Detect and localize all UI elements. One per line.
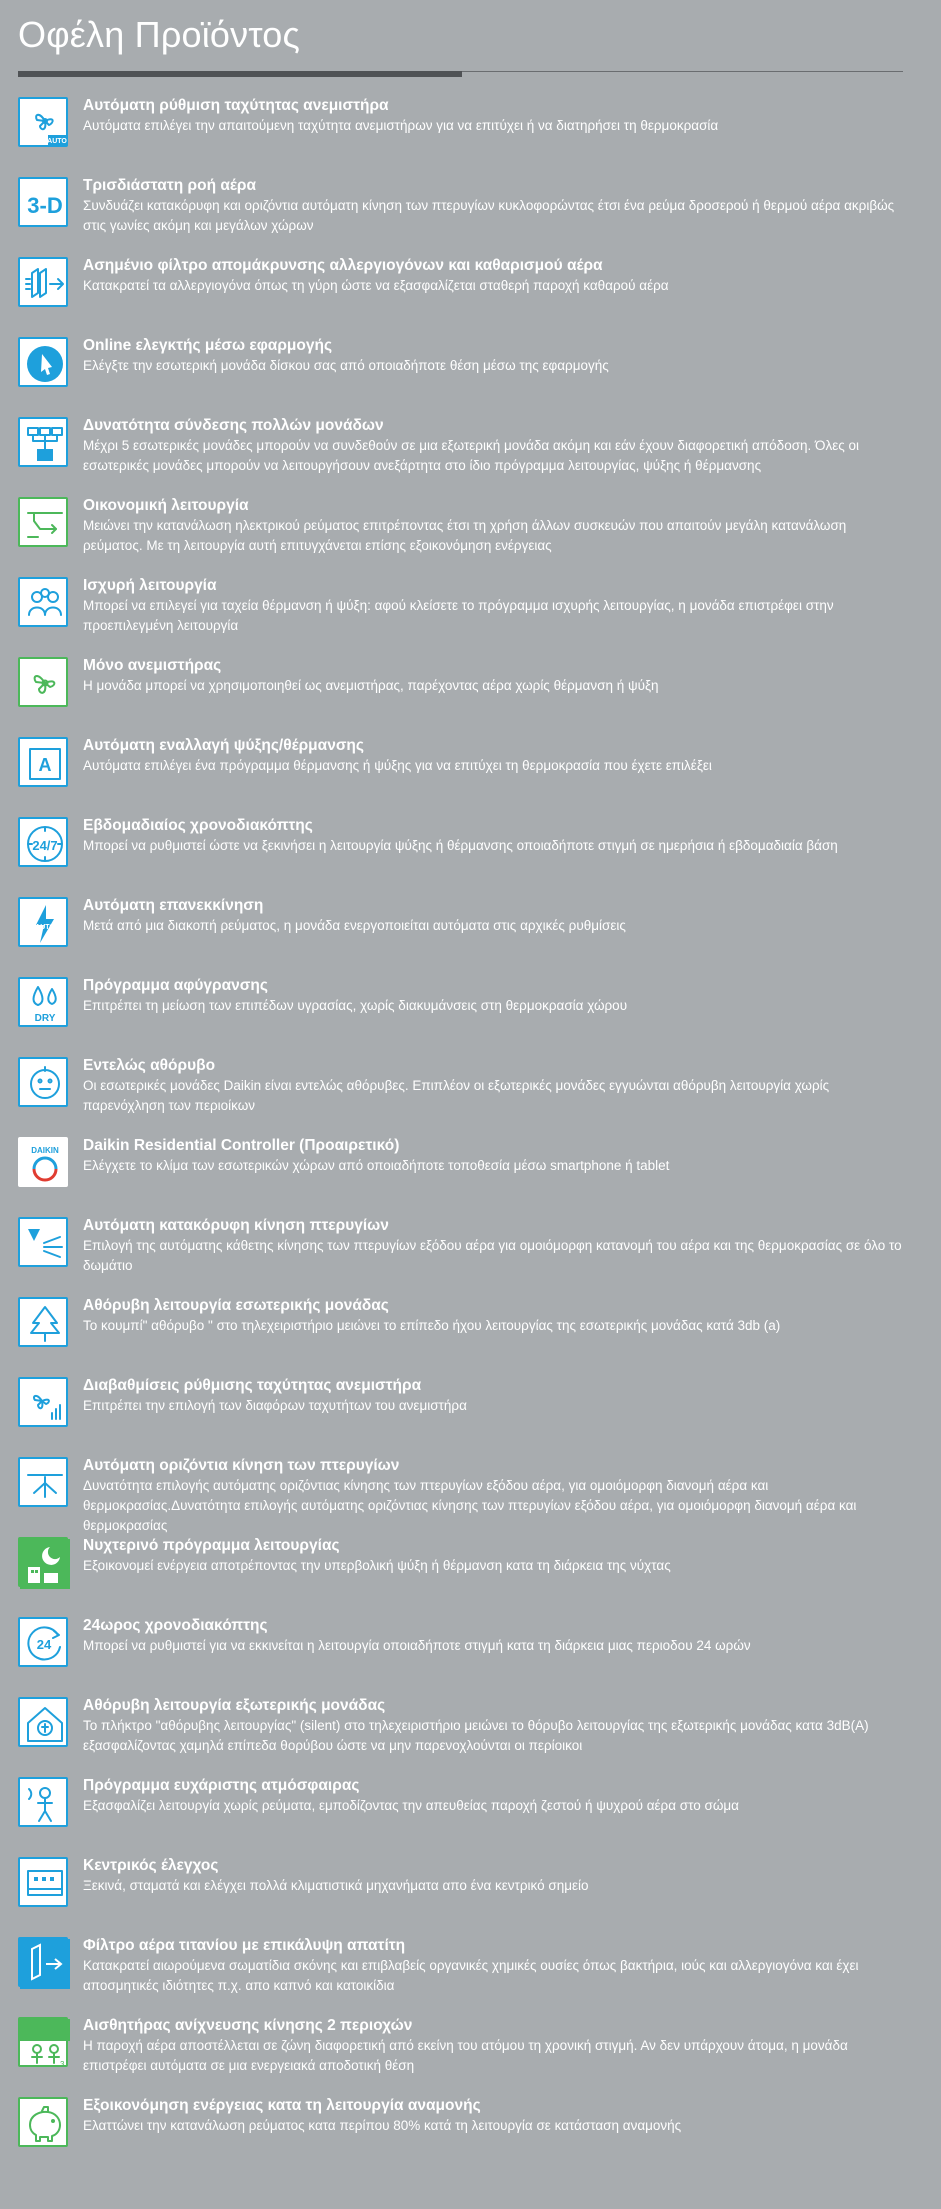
feature-text: [83, 1376, 908, 1416]
feature-text: [83, 416, 908, 476]
feature-description: Επιτρέπει την επιλογή των διαφόρων ταχυτήτων του ανεμιστήρα: [83, 1398, 467, 1413]
feature-item: [18, 1856, 908, 1936]
feature-description: Μειώνει την κατανάλωση ηλεκτρικού ρεύματος επιτρέποντας έτσι τη χρήση άλλων συσκευών που απαιτούν μεγάλη κατανάλωση ρεύματος. Με τη λειτουργία αυτή επιτυγχάνεται επίσης εξοικονόμηση ενέργειας: [83, 518, 847, 553]
feature-item: [18, 736, 908, 816]
svg-text:24/7: 24/7: [32, 838, 58, 853]
page-title: Οφέλη Προϊόντος: [18, 14, 301, 55]
feature-item: [18, 1456, 908, 1536]
feature-title: Εντελώς αθόρυβο: [83, 1057, 216, 1074]
feature-title: Αυτόματη κατακόρυφη κίνηση πτερυγίων: [83, 1217, 389, 1234]
fan-speed-steps-icon: [18, 1377, 68, 1427]
feature-item: [18, 2016, 908, 2096]
feature-title: Οικονομική λειτουργία: [83, 497, 249, 514]
feature-title: Ισχυρή λειτουργία: [83, 577, 217, 594]
feature-title: Αθόρυβη λειτουργία εξωτερικής μονάδας: [83, 1697, 386, 1714]
feature-item: [18, 1056, 908, 1136]
feature-title: Αθόρυβη λειτουργία εσωτερικής μονάδας: [83, 1297, 389, 1314]
dry-program-icon: [18, 977, 68, 1027]
feature-title: Εβδομαδιαίος χρονοδιακόπτης: [83, 817, 313, 834]
feature-text: [83, 1616, 908, 1656]
feature-text: [83, 1936, 908, 1996]
feature-description: Αυτόματα επιλέγει την απαιτούμενη ταχύτητα ανεμιστήρων για να επιτύχει ή να διατηρήσει τη θερμοκρασία: [83, 118, 719, 133]
feature-item: [18, 656, 908, 736]
feature-item: [18, 976, 908, 1056]
feature-item: [18, 1136, 908, 1216]
feature-description: Εξοικονομεί ενέργεια αποτρέποντας την υπερβολική ψύξη ή θέρμανση κατα τη διάρκεια της νύχτας: [83, 1558, 671, 1573]
feature-title: Πρόγραμμα ευχάριστης ατμόσφαιρας: [83, 1777, 360, 1794]
feature-title: Φίλτρο αέρα τιτανίου με επικάλυψη απατίτη: [83, 1937, 406, 1954]
feature-title: Κεντρικός έλεγχος: [83, 1857, 219, 1874]
24h-timer-icon: [18, 1617, 68, 1667]
feature-description: Αυτόματα επιλέγει ένα πρόγραμμα θέρμανσης ή ψύξης για να επιτύχει τη θερμοκρασία που έχετε επιλέξει: [83, 758, 712, 773]
feature-description: Μπορεί να ρυθμιστεί για να εκκινείται η λειτουργία οποιαδήποτε στιγμή κατα τη διάρκεια μιας περιοδου 24 ωρών: [83, 1638, 751, 1653]
svg-text:DRY: DRY: [34, 1013, 56, 1024]
feature-text: [83, 1456, 908, 1536]
feature-title: Αυτόματη οριζόντια κίνηση των πτερυγίων: [83, 1457, 400, 1474]
feature-text: [83, 896, 908, 936]
online-control-icon: [18, 337, 68, 387]
central-control-icon: [18, 1857, 68, 1907]
feature-item: [18, 176, 908, 256]
feature-title: Αυτόματη επανεκκίνηση: [83, 897, 264, 914]
feature-description: Κατακρατεί αιωρούμενα σωματίδια σκόνης και επιβλαβείς οργανικές χημικές ουσίες όπως βακτήρια, ιούς και αλλεργιογόνα και έχει αποσμητικές ιδιότητες π.χ. απο καπνό και κατοικίδια: [83, 1958, 859, 1993]
feature-item: [18, 1376, 908, 1456]
feature-description: Δυνατότητα επιλογής αυτόματης οριζόντιας κίνησης των πτερυγίων εξόδου αέρα, για ομοιόμορφη διανομή αέρα και θερμοκρασίας.Δυνατότητα επιλογής αυτόματης οριζόντιας κίνησης των πτερυγίων εξόδου αέρα, για ομοιόμορφη διανομή αέρα και θερμοκρασίας: [83, 1478, 857, 1533]
feature-description: Κατακρατεί τα αλλεργιογόνα όπως τη γύρη ώστε να εξασφαλίζεται σταθερή παροχή καθαρού αέρα: [83, 278, 669, 293]
feature-item: [18, 896, 908, 976]
feature-item: [18, 1616, 908, 1696]
feature-text: [83, 816, 908, 856]
weekly-timer-icon: [18, 817, 68, 867]
motion-sensor-icon: [18, 2017, 68, 2067]
quiet-indoor-icon: [18, 1297, 68, 1347]
vertical-swing-icon: [18, 1217, 68, 1267]
feature-item: [18, 416, 908, 496]
feature-title: Νυχτερινό πρόγραμμα λειτουργίας: [83, 1537, 340, 1554]
feature-text: [83, 576, 908, 636]
comfort-mode-icon: [18, 1777, 68, 1827]
feature-title: Δυνατότητα σύνδεσης πολλών μονάδων: [83, 417, 384, 434]
feature-description: Μπορεί να ρυθμιστεί ώστε να ξεκινήσει η λειτουργία ψύξης ή θέρμανσης οποιαδήποτε στιγμή σε ημερήσια ή εβδομαδιαία βάση: [83, 838, 838, 853]
svg-text:3-D: 3-D: [27, 193, 63, 218]
auto-restart-icon: [18, 897, 68, 947]
feature-text: [83, 176, 908, 236]
svg-text:24: 24: [36, 1637, 52, 1652]
feature-text: [83, 1136, 908, 1176]
feature-text: [83, 2016, 908, 2076]
feature-text: [83, 656, 908, 696]
feature-text: [83, 736, 908, 776]
feature-title: Εξοικονόμηση ενέργειας κατα τη λειτουργία αναμονής: [83, 2097, 481, 2114]
feature-description: Ξεκινά, σταματά και ελέγχει πολλά κλιματιστικά μηχανήματα απο ένα κεντρικό σημείο: [83, 1878, 589, 1893]
svg-text:AUTO: AUTO: [47, 138, 67, 145]
feature-text: [83, 256, 908, 296]
feature-item: [18, 576, 908, 656]
feature-title: Αυτόματη εναλλαγή ψύξης/θέρμανσης: [83, 737, 364, 754]
feature-description: Ελέγχετε το κλίμα των εσωτερικών χώρων από οποιαδήποτε τοποθεσία μέσω smartphone ή tablet: [83, 1158, 670, 1173]
svg-text:AUTO: AUTO: [35, 924, 55, 931]
feature-title: Μόνο ανεμιστήρας: [83, 657, 222, 674]
feature-item: [18, 1536, 908, 1616]
feature-text: [83, 1296, 908, 1336]
feature-description: Οι εσωτερικές μονάδες Daikin είναι εντελώς αθόρυβες. Επιπλέον οι εξωτερικές μονάδες εγγυώνται αθόρυβη λειτουργία χωρίς παρενόχληση των περιοίκων: [83, 1078, 830, 1113]
feature-title: Τρισδιάστατη ροή αέρα: [83, 177, 256, 194]
feature-text: [83, 2096, 908, 2136]
feature-description: Ελέγξτε την εσωτερική μονάδα δίσκου σας από οποιαδήποτε θέση μέσω της εφαρμογής: [83, 358, 609, 373]
feature-text: [83, 1536, 908, 1576]
svg-text:A: A: [38, 755, 52, 775]
feature-description: Μετά από μια διακοπή ρεύματος, η μονάδα ενεργοποιείται αυτόματα στις αρχικές ρυθμίσεις: [83, 918, 626, 933]
3d-airflow-icon: [18, 177, 68, 227]
feature-item: [18, 816, 908, 896]
feature-item: [18, 1936, 908, 2016]
feature-item: [18, 1696, 908, 1776]
auto-changeover-icon: [18, 737, 68, 787]
feature-item: [18, 1216, 908, 1296]
feature-text: [83, 1696, 908, 1756]
feature-title: Ασημένιο φίλτρο απομάκρυνσης αλλεργιογόνων και καθαρισμού αέρα: [83, 257, 603, 274]
titanium-filter-icon: [18, 1937, 68, 1987]
svg-text:DAIKIN: DAIKIN: [31, 1146, 59, 1155]
feature-description: Το πλήκτρο "αθόρυβης λειτουργίας" (silent) στο τηλεχειριστήριο μειώνει το θόρυβο λειτουργίας της εξωτερικής μονάδας κατα 3dB(A) εξασφαλίζοντας χαμηλά επίπεδα θορύβου ώστε να μην παρενοχλούνται οι περίοικοι: [83, 1718, 869, 1753]
feature-title: Αυτόματη ρύθμιση ταχύτητας ανεμιστήρα: [83, 97, 389, 114]
feature-item: [18, 256, 908, 336]
feature-description: Μπορεί να επιλεγεί για ταχεία θέρμανση ή ψύξη: αφού κλείσετε το πρόγραμμα ισχυρής λειτουργίας, η μονάδα επιστρέφει στην προεπιλεγμένη λειτουργία: [83, 598, 834, 633]
feature-title: Daikin Residential Controller (Προαιρετικό): [83, 1137, 400, 1154]
feature-description: Η μονάδα μπορεί να χρησιμοποιηθεί ως ανεμιστήρας, παρέχοντας αέρα χωρίς θέρμανση ή ψύξη: [83, 678, 659, 693]
feature-title: 24ωρος χρονοδιακόπτης: [83, 1617, 268, 1634]
feature-text: [83, 1056, 908, 1116]
feature-title: Αισθητήρας ανίχνευσης κίνησης 2 περιοχών: [83, 2017, 413, 2034]
feature-description: Το κουμπί" αθόρυβο " στο τηλεχειριστήριο μειώνει το επίπεδο ήχου λειτουργίας της εσωτερικής μονάδας κατά 3db (a): [83, 1318, 781, 1333]
feature-text: [83, 1856, 908, 1896]
silver-filter-icon: [18, 257, 68, 307]
feature-description: Συνδυάζει κατακόρυφη και οριζόντια αυτόματη κίνηση των πτερυγίων κυκλοφορώντας έτσι ένα ρεύμα δροσερού ή θερμού αέρα ακριβώς στις γωνίες ακόμη και μεγάλων χώρων: [83, 198, 895, 233]
title-divider-accent: [18, 71, 462, 77]
auto-fan-speed-icon: [18, 97, 68, 147]
feature-text: [83, 496, 908, 556]
svg-text:3: 3: [60, 2060, 65, 2069]
quiet-outdoor-icon: [18, 1697, 68, 1747]
feature-item: [18, 1296, 908, 1376]
feature-item: [18, 496, 908, 576]
feature-description: Επιτρέπει τη μείωση των επιπέδων υγρασίας, χωρίς διακυμάνσεις στη θερμοκρασία χώρου: [83, 998, 628, 1013]
feature-text: [83, 1216, 908, 1276]
feature-item: [18, 336, 908, 416]
feature-title: Online ελεγκτής μέσω εφαρμογής: [83, 337, 333, 354]
feature-title: Πρόγραμμα αφύγρανσης: [83, 977, 268, 994]
feature-description: Μέχρι 5 εσωτερικές μονάδες μπορούν να συνδεθούν σε μια εξωτερική μονάδα ακόμη και εάν έχουν διαφορετική απόδοση. Όλες οι εσωτερικές μονάδες μπορούν να λειτουργήσουν ανεξάρτητα στο ίδιο πρόγραμμα λειτουργίας, ψύξης ή θέρμανσης: [83, 438, 860, 473]
feature-description: Εξασφαλίζει λειτουργία χωρίς ρεύματα, εμποδίζοντας την απευθείας παροχή ζεστού ή ψυχρού αέρα στο σώμα: [83, 1798, 739, 1813]
multi-unit-icon: [18, 417, 68, 467]
powerful-mode-icon: [18, 577, 68, 627]
feature-description: Επιλογή της αυτόματης κάθετης κίνησης των πτερυγίων εξόδου αέρα για ομοιόμορφη κατανομή του αέρα και της θερμοκρασίας σε όλο το δωμάτιο: [83, 1238, 902, 1273]
feature-text: [83, 976, 908, 1016]
daikin-controller-icon: [18, 1137, 68, 1187]
econo-mode-icon: [18, 497, 68, 547]
feature-list: [18, 96, 908, 2176]
feature-text: [83, 336, 908, 376]
feature-description: Ελαττώνει την κατανάλωση ρεύματος κατα περίπου 80% κατά τη λειτουργία σε κατάσταση αναμονής: [83, 2118, 682, 2133]
feature-description: Η παροχή αέρα αποστέλλεται σε ζώνη διαφορετική από εκείνη του ατόμου τη χρονική στιγμή. Αν δεν υπάρχουν άτομα, η μονάδα επιστρέφει αυτόματα σε μια ενεργειακά αποδοτική θέση: [83, 2038, 848, 2073]
feature-item: [18, 2096, 908, 2176]
fan-only-icon: [18, 657, 68, 707]
feature-text: [83, 96, 908, 136]
horizontal-swing-icon: [18, 1457, 68, 1507]
feature-item: [18, 1776, 908, 1856]
standby-saving-icon: [18, 2097, 68, 2147]
whisper-quiet-icon: [18, 1057, 68, 1107]
feature-item: [18, 96, 908, 176]
night-mode-icon: [18, 1537, 68, 1587]
feature-title: Διαβαθμίσεις ρύθμισης ταχύτητας ανεμιστήρα: [83, 1377, 422, 1394]
feature-text: [83, 1776, 908, 1816]
